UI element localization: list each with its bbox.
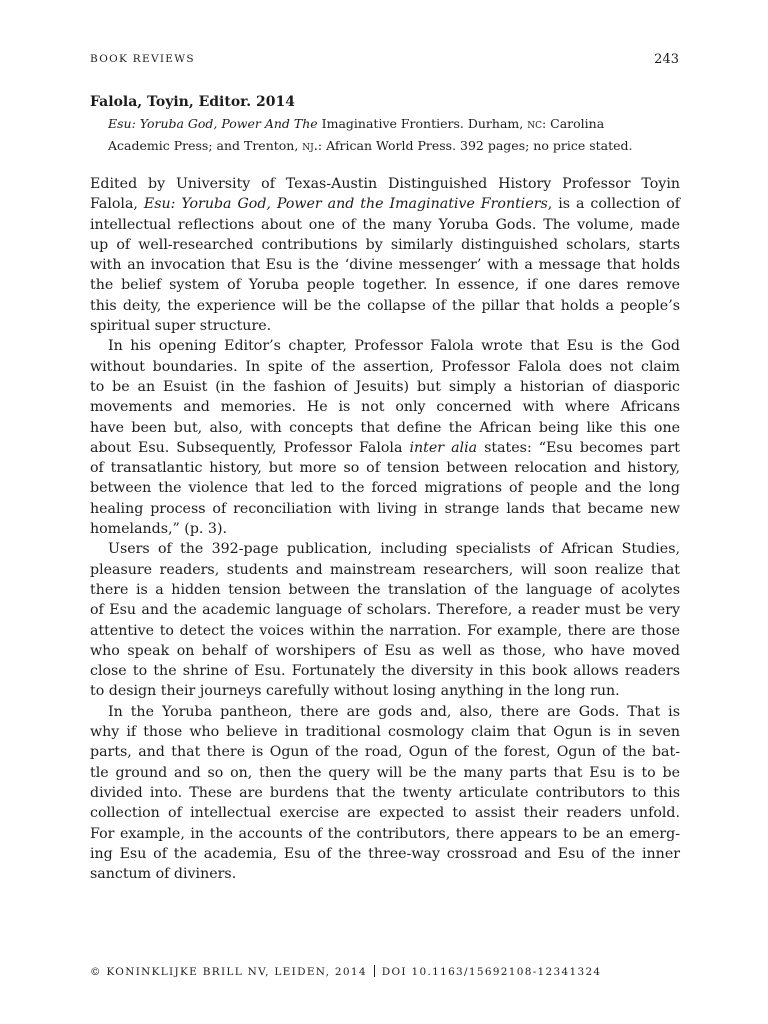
text-line: without boundaries. In spite of the assertion, Professor Falola does not claim	[90, 358, 680, 375]
citation-text: : African World Press. 392 pages; no price stated.	[317, 138, 633, 153]
latin-phrase-italic: inter alia	[409, 439, 478, 456]
text-line: about Esu. Subsequently, Professor Falola inter alia states: “Esu becomes part	[90, 439, 680, 456]
paragraph-1	[90, 174, 680, 336]
paragraph-4	[90, 702, 680, 885]
book-title-italic: Esu: Yoruba God, Power and the Imaginative Frontiers	[143, 196, 548, 213]
text-line: this deity, the experience will be the collapse of the pillar that holds a people’s	[90, 297, 680, 314]
text-line: healing process of reconciliation with living in strange lands that became new	[90, 500, 680, 517]
citation-text: : Carolina	[541, 116, 605, 131]
book-citation	[90, 92, 680, 157]
text-line: In his opening Editor’s chapter, Professor Falola wrote that Esu is the God	[108, 338, 680, 355]
citation-text: Imaginative Frontiers. Durham,	[317, 116, 528, 131]
text-line: up of well-researched contributions by similarly distinguished scholars, starts	[90, 236, 680, 253]
text-line: pleasure readers, students and mainstream researchers, will soon realize that	[90, 561, 680, 578]
review-body	[90, 174, 680, 884]
place-abbr-nc: nc	[527, 117, 542, 132]
text-line: For example, in the accounts of the contributors, there appears to be an emerg-	[90, 825, 680, 842]
text-line: who speak on behalf of worshipers of Esu as well as those, who have moved	[90, 642, 680, 659]
running-head	[90, 53, 679, 69]
citation-line-1	[90, 113, 680, 135]
paragraph-3	[90, 539, 680, 701]
book-title-italic: Esu: Yoruba God, Power And The	[108, 116, 318, 131]
text-line: homelands,” (p. 3).	[90, 521, 228, 538]
text-line: between the violence that led to the forced migrations of people and the long	[90, 480, 680, 497]
text-line: movements and memories. He is not only concerned with where Africans	[90, 399, 680, 416]
footer-divider	[374, 965, 375, 977]
text-line: collection of intellectual exercise are expected to assist their readers unfold.	[90, 805, 680, 822]
text-line: of Esu and the academic language of scholars. Therefore, a reader must be very	[90, 602, 680, 619]
text-line: why if those who believe in traditional cosmology claim that Ogun is in seven	[90, 724, 680, 741]
page-number: 243	[654, 52, 679, 67]
text-line: In the Yoruba pantheon, there are gods and, also, there are Gods. That is	[108, 703, 680, 720]
text-line: to design their journeys carefully without losing anything in the long run.	[90, 683, 620, 700]
text-line: tle ground and so on, then the query will be the many parts that Esu is to be	[90, 764, 680, 781]
text-line: to be an Esuist (in the fashion of Jesuits) but simply a historian of diasporic	[90, 378, 680, 395]
text-line: Falola, Esu: Yoruba God, Power and the Imaginative Frontiers, is a collection of	[90, 196, 680, 213]
text-line: divided into. These are burdens that the twenty articulate contributors to this	[90, 784, 680, 801]
text-line: parts, and that there is Ogun of the road, Ogun of the forest, Ogun of the bat-	[90, 744, 680, 761]
place-abbr-nj: nj.	[302, 139, 318, 154]
text-line: have been but, also, with concepts that define the African being like this one	[90, 419, 680, 436]
citation-line-2	[90, 135, 680, 157]
text-line: with an invocation that Esu is the ‘divine messenger’ with a message that holds	[90, 257, 680, 274]
citation-heading: Falola, Toyin, Editor. 2014	[90, 94, 295, 110]
text-line: spiritual super structure.	[90, 318, 272, 335]
text-line: close to the shrine of Esu. Fortunately the diversity in this book allows readers	[90, 663, 680, 680]
text-line: sanctum of diviners.	[90, 866, 237, 883]
running-title: BOOK REVIEWS	[90, 53, 195, 65]
text-line: Edited by University of Texas-Austin Distinguished History Professor Toyin	[90, 176, 680, 192]
text-line: intellectual reflections about one of the many Yoruba Gods. The volume, made	[90, 216, 680, 233]
text-line: Users of the 392-page publication, including specialists of African Studies,	[108, 541, 680, 558]
paragraph-2	[90, 336, 680, 539]
citation-text: Academic Press; and Trenton,	[108, 138, 303, 153]
text-line: there is a hidden tension between the translation of the language of acolytes	[90, 581, 680, 598]
page-footer	[90, 965, 601, 978]
text-line: attentive to detect the voices within the narration. For example, there are those	[90, 622, 680, 639]
text-line: of transatlantic history, but more so of tension between relocation and history,	[90, 460, 680, 477]
text-line: ing Esu of the academia, Esu of the three-way crossroad and Esu of the inner	[90, 845, 680, 862]
doi-text: DOI 10.1163/15692108-12341324	[381, 966, 602, 978]
copyright-notice: © KONINKLIJKE BRILL NV, LEIDEN, 2014	[90, 966, 367, 978]
text-line: the belief system of Yoruba people together. In essence, if one dares remove	[90, 277, 680, 294]
